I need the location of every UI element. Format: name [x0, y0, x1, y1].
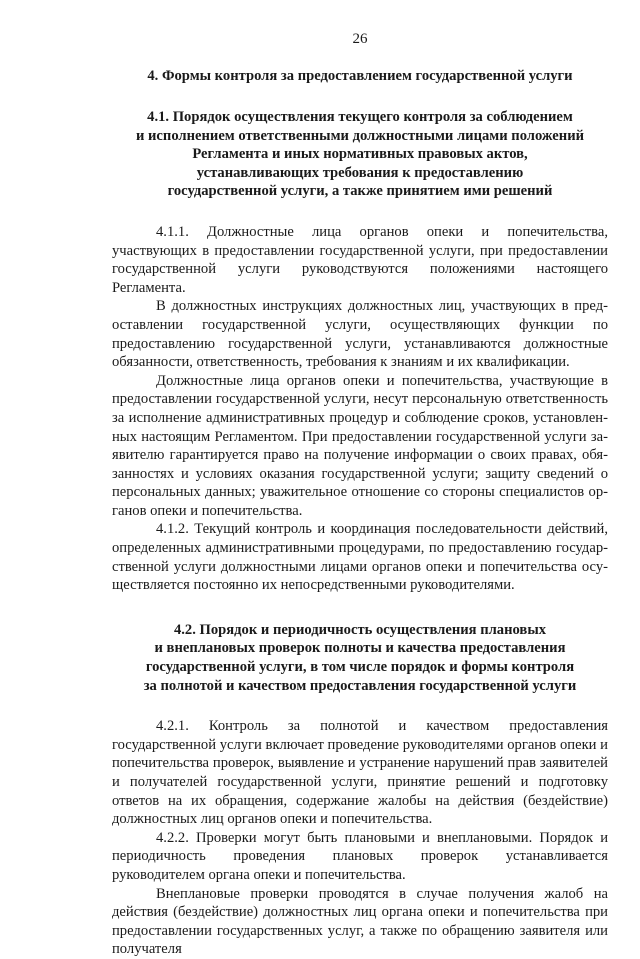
page-number: 26: [352, 31, 368, 47]
title-line: Регламента и иных нормативных правовых актов,: [192, 146, 528, 163]
title-line: за полнотой и качеством предоставления государственной услуги: [143, 677, 577, 694]
paragraph-unscheduled-checks: Внеплановые проверки проводятся в случае получения жалоб на действия (бездействие) должностных лиц органа опеки и попечительства при предоставлении государственных услуг, а также по обращению заявителя или получателя: [112, 885, 608, 958]
paragraph-4-2-1: 4.2.1. Контроль за полнотой и качеством предоставления государственной услуги включает проведение руководителями органов опеки и попечительства проверок, выявление и устранение нарушений прав заявителей и получателей государственной услуги, принятие решений и подготовку ответов на их обращения, содержание жалобы на действия (бездействие) должностных лиц органов опеки и попечительства.: [112, 718, 608, 828]
title-line: и исполнением ответственными должностными лицами положений: [135, 127, 585, 144]
title-line: государственной услуги, а также принятием ими решений: [167, 183, 553, 200]
paragraph-4-2-2: 4.2.2. Проверки могут быть плановыми и внеплановыми. Порядок и периодичность проведения плановых проверок устанавливается руководителем органа опеки и попечительства.: [112, 829, 608, 883]
title-line: 4.2. Порядок и периодичность осуществления плановых: [173, 621, 547, 638]
paragraph-responsibility: Должностные лица органов опеки и попечительства, участвующие в предоставлении государственной услуги, несут персональную ответственность за исполнение административных процедур и соблюдение сроков, установленных настоящим Регламентом. При предоставлении государственной услуги заявителю гарантируется право на получение информации о своих правах, обязанностях и условиях оказания государственной услуги; защиту сведений о персональных данных; уважительное отношение со стороны специалистов органов опеки и попечительства.: [112, 372, 608, 519]
paragraph-4-1-1: 4.1.1. Должностные лица органов опеки и попечительства, участвующих в предоставлении государственной услуги, при предоставлении государственной услуги руководствуются положениями настоящего Регламента.: [112, 223, 608, 296]
paragraph-4-1-2: 4.1.2. Текущий контроль и координация последовательности действий, определенных административными процедурами, по предоставлению государственной услуги должностными лицами органов опеки и попечительства осуществляется постоянно их непосредственными руководителями.: [112, 521, 608, 594]
section-title: 4. Формы контроля за предоставлением государственной услуги: [147, 68, 573, 84]
subsection-title-4-1: [112, 108, 608, 201]
title-line: 4.1. Порядок осуществления текущего контроля за соблюдением: [147, 109, 573, 125]
subsection-title-4-2: [112, 621, 608, 695]
title-line: устанавливающих требования к предоставлению: [196, 164, 524, 181]
paragraph-instructions: В должностных инструкциях должностных лиц, участвующих в предоставлении государственной услуги, осуществляющих функции по предоставлению государственной услуги, устанавливаются должностные обязанности, ответственность, требования к знаниям и их квалификации.: [112, 298, 608, 371]
title-line: государственной услуги, в том числе порядок и формы контроля: [145, 659, 575, 676]
title-line: и внеплановых проверок полноты и качества предоставления: [154, 640, 566, 657]
